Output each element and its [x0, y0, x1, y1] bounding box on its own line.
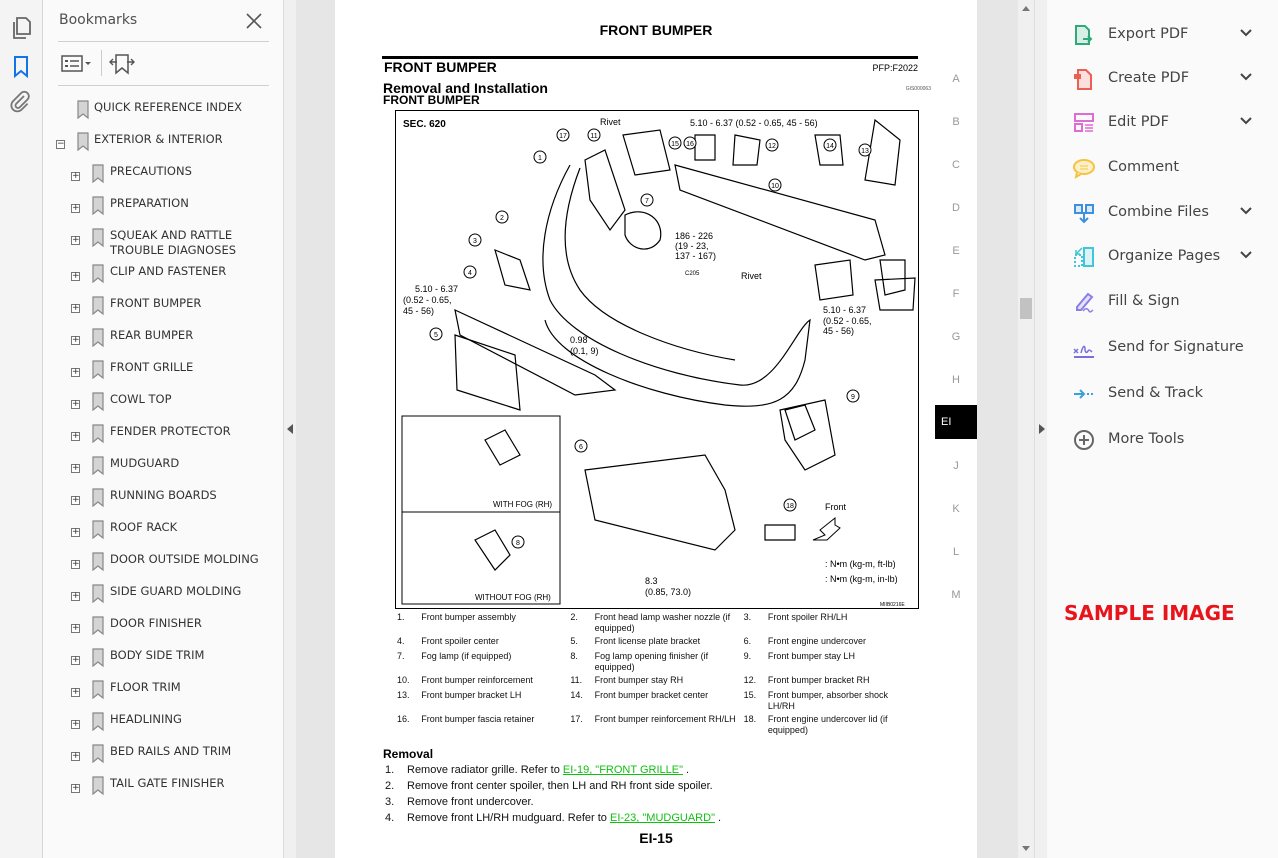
bookmark-item[interactable] — [43, 680, 283, 710]
bookmark-label: SIDE GUARD MOLDING — [110, 584, 242, 598]
unit-legend: : N•m (kg-m, ft-lb) — [825, 559, 896, 569]
export-pdf-icon — [1073, 24, 1097, 48]
page-index-letter[interactable]: B — [952, 116, 960, 128]
legend-part-name: Front bumper reinforcement — [421, 675, 533, 685]
bookmark-icon — [91, 615, 105, 637]
bookmark-item[interactable] — [43, 616, 283, 646]
step-text: Remove front LH/RH mudguard. Refer to — [407, 812, 610, 824]
create-pdf-icon — [1073, 68, 1097, 92]
callout-number: 14 — [826, 143, 834, 150]
expand-toggle[interactable]: + — [72, 559, 80, 569]
bookmark-icon — [91, 519, 105, 541]
legend-part-number: 6. — [743, 636, 752, 646]
callout-number: 6 — [579, 444, 583, 451]
legend-part-number: 17. — [570, 714, 583, 724]
bookmark-item[interactable] — [43, 456, 283, 486]
bookmark-label: COWL TOP — [110, 392, 172, 406]
legend-part-number: 15. — [743, 690, 757, 700]
tool-more-tools[interactable] — [1047, 421, 1278, 461]
torque-label: (0.85, 73.0) — [645, 587, 692, 597]
legend-part-number: 12. — [743, 675, 757, 685]
legend-part-number: 9. — [743, 651, 752, 661]
removal-step — [385, 762, 925, 778]
legend-part-name: Front license plate bracket — [594, 636, 701, 646]
bookmark-icon — [91, 227, 105, 249]
legend-part-number: 10. — [397, 675, 410, 685]
page-index-letter[interactable]: J — [953, 460, 959, 472]
callout-number: 17 — [559, 133, 567, 140]
bookmark-icon[interactable] — [12, 55, 30, 79]
legend-part-number: 3. — [743, 612, 752, 622]
bookmarks-panel — [43, 0, 283, 858]
page-index-letter[interactable]: H — [952, 374, 960, 386]
legend-part-number: 18. — [743, 714, 757, 724]
callout-number: 9 — [851, 394, 855, 401]
expand-toggle[interactable]: + — [72, 367, 80, 377]
bookmark-label: PRECAUTIONS — [110, 164, 192, 178]
section-title: FRONT BUMPER — [384, 59, 497, 75]
legend-part-number: 1. — [397, 612, 405, 622]
comment-icon — [1073, 157, 1097, 181]
bookmark-label: QUICK REFERENCE INDEX — [94, 100, 243, 114]
page-index-letter[interactable]: C — [952, 159, 960, 171]
legend-part-number: 16. — [397, 714, 410, 724]
tool-organize-pages[interactable] — [1047, 238, 1278, 278]
expand-toggle[interactable]: + — [72, 655, 80, 665]
expand-toggle[interactable]: + — [72, 719, 80, 729]
bookmark-item[interactable] — [43, 488, 283, 518]
legend-row — [397, 651, 917, 675]
fill-sign-icon — [1073, 291, 1097, 315]
callout-number: 4 — [468, 270, 472, 277]
chevron-down-icon[interactable] — [1239, 116, 1253, 126]
torque-label: 45 - 56) — [403, 306, 435, 316]
bookmark-label: BED RAILS AND TRIM — [110, 744, 232, 758]
callout-number: 16 — [686, 141, 694, 148]
callout-number: 2 — [500, 215, 504, 222]
bookmark-icon — [91, 679, 105, 701]
legend-part-name: Front bumper bracket RH — [767, 675, 870, 685]
torque-label: 45 - 56) — [823, 326, 855, 336]
rivet-label: Rivet — [741, 271, 762, 281]
tools-panel — [1047, 0, 1278, 858]
step-number: 1. — [385, 764, 395, 776]
callout-number: 5 — [434, 332, 438, 339]
torque-label: 5.10 - 6.37 — [823, 305, 867, 315]
legend-part-name: Front bumper bracket LH — [421, 690, 522, 700]
scroll-down-icon[interactable] — [1022, 846, 1030, 852]
chevron-down-icon[interactable] — [1239, 206, 1253, 216]
bookmark-item[interactable] — [43, 132, 283, 162]
legend-row — [397, 612, 917, 636]
edit-pdf-icon — [1073, 112, 1097, 136]
bookmark-icon — [91, 163, 105, 185]
page-index-letter[interactable]: L — [952, 546, 960, 558]
vertical-scrollbar[interactable] — [1018, 0, 1034, 858]
legend-part-name: Fog lamp opening finisher (if equipped) — [594, 651, 709, 672]
scroll-up-icon[interactable] — [1022, 5, 1030, 11]
legend-part-number: 7. — [397, 651, 405, 661]
legend-part-number: 11. — [570, 675, 583, 685]
bookmark-label: TAIL GATE FINISHER — [110, 776, 225, 790]
document-viewer — [296, 0, 1018, 858]
bookmark-item[interactable] — [43, 712, 283, 742]
tool-send-for-signature[interactable] — [1047, 329, 1278, 369]
bookmark-label: DOOR OUTSIDE MOLDING — [110, 552, 259, 566]
bookmark-icon — [91, 195, 105, 217]
section-code: GIS000063 — [905, 86, 931, 92]
expand-toggle[interactable]: + — [72, 591, 80, 601]
page-index-letter[interactable]: EI — [935, 405, 977, 439]
callout-number: 18 — [786, 503, 794, 510]
send-signature-icon — [1073, 337, 1097, 361]
tool-label: Edit PDF — [1108, 114, 1169, 130]
legend-part-number: 5. — [570, 636, 578, 646]
bookmark-label: REAR BUMPER — [110, 328, 194, 342]
page-index-letter[interactable]: M — [951, 589, 961, 601]
expand-toggle[interactable]: + — [72, 171, 80, 181]
tool-label: Combine Files — [1108, 204, 1209, 220]
legend-row — [397, 675, 917, 690]
bookmark-icon — [91, 551, 105, 573]
expand-toggle[interactable]: + — [72, 527, 80, 537]
navigation-icon-strip — [0, 0, 43, 858]
torque-label: 5.10 - 6.37 — [415, 284, 459, 294]
rivet-label: Rivet — [600, 117, 621, 127]
legend-part-number: 14. — [570, 690, 583, 700]
bookmark-item[interactable] — [43, 100, 283, 130]
removal-steps — [385, 762, 925, 826]
legend-part-name: Front spoiler RH/LH — [767, 612, 848, 622]
page-index-letter[interactable]: D — [952, 202, 960, 214]
legend-part-name: Front spoiler center — [421, 636, 499, 646]
page-index-letter[interactable]: K — [952, 503, 960, 515]
bookmark-label: EXTERIOR & INTERIOR — [94, 132, 223, 146]
tool-label: Organize Pages — [1108, 248, 1221, 264]
bookmark-icon — [91, 391, 105, 413]
callout-number: 15 — [671, 141, 679, 148]
parts-legend — [397, 612, 917, 740]
legend-part-name: Fog lamp (if equipped) — [421, 651, 512, 661]
torque-label: 8.3 — [645, 576, 658, 586]
without-fog-label: WITHOUT FOG (RH) — [475, 593, 551, 602]
callout-number: 10 — [771, 183, 779, 190]
close-icon[interactable] — [245, 12, 263, 30]
bookmark-icon — [91, 583, 105, 605]
tool-label: Send & Track — [1108, 385, 1203, 401]
bookmark-label: CLIP AND FASTENER — [110, 264, 227, 278]
torque-label: 137 - 167) — [675, 251, 717, 261]
legend-part-name: Front bumper fascia retainer — [421, 714, 535, 724]
removal-step — [385, 794, 925, 810]
torque-label: (0.1, 9) — [570, 346, 599, 356]
bookmark-label: FENDER PROTECTOR — [110, 424, 231, 438]
legend-part-number: 2. — [570, 612, 578, 622]
bookmark-label: RUNNING BOARDS — [110, 488, 217, 502]
left-panel-collapse[interactable] — [283, 0, 296, 858]
callout-number: 3 — [473, 238, 477, 245]
page-letter-index — [935, 0, 977, 858]
bookmark-label: HEADLINING — [110, 712, 182, 726]
with-fog-label: WITH FOG (RH) — [493, 500, 553, 509]
callout-number: 13 — [861, 148, 869, 155]
removal-title: Removal — [383, 747, 434, 761]
page-index-letter[interactable]: E — [952, 245, 960, 257]
torque-label: (0.52 - 0.65, — [403, 295, 452, 305]
bookmark-item[interactable] — [43, 648, 283, 678]
legend-part-name: Front bumper reinforcement RH/LH — [594, 714, 736, 724]
unit-legend: : N•m (kg-m, in-lb) — [825, 574, 898, 584]
bookmark-options-icon[interactable] — [60, 54, 92, 74]
page-number: EI-15 — [639, 830, 673, 846]
callout-number: 8 — [516, 540, 520, 547]
legend-part-number: 4. — [397, 636, 405, 646]
tool-label: Fill & Sign — [1108, 293, 1180, 309]
legend-part-name: Front bumper stay LH — [767, 651, 855, 661]
legend-part-number: 13. — [397, 690, 410, 700]
bookmark-item[interactable] — [43, 520, 283, 550]
page-thumbnails-icon[interactable] — [11, 16, 33, 40]
bookmark-icon — [91, 647, 105, 669]
page-index-letter[interactable]: F — [952, 288, 960, 300]
bookmark-icon — [91, 295, 105, 317]
attachment-icon[interactable] — [9, 90, 31, 114]
bookmark-icon — [91, 423, 105, 445]
bookmark-item[interactable] — [43, 584, 283, 614]
legend-part-name: Front engine undercover — [767, 636, 866, 646]
bookmark-icon — [91, 743, 105, 765]
torque-label: 5.10 - 6.37 (0.52 - 0.65, 45 - 56) — [690, 118, 818, 128]
tool-fill-sign[interactable] — [1047, 283, 1278, 323]
pdf-page — [335, 0, 977, 858]
expand-toggle[interactable]: + — [72, 687, 80, 697]
expand-toggle[interactable]: + — [72, 235, 80, 245]
legend-part-name: Front bumper, absorber shock LH/RH — [767, 690, 888, 711]
bookmark-item[interactable] — [43, 552, 283, 582]
bookmark-item[interactable] — [43, 424, 283, 454]
bookmark-item[interactable] — [43, 776, 283, 806]
scrollbar-thumb[interactable] — [1020, 298, 1032, 319]
step-text: Remove front center spoiler, then LH and RH front side spoiler. — [407, 780, 713, 792]
bookmark-item[interactable] — [43, 360, 283, 390]
expand-toggle[interactable]: + — [72, 495, 80, 505]
bookmark-item[interactable] — [43, 296, 283, 326]
tool-export-pdf[interactable] — [1047, 16, 1278, 56]
front-direction-label: Front — [825, 502, 847, 512]
step-text: Remove radiator grille. Refer to — [407, 764, 563, 776]
bookmark-icon — [91, 711, 105, 733]
subheading: FRONT BUMPER — [383, 93, 480, 107]
running-head: FRONT BUMPER — [599, 22, 713, 38]
bookmark-label: DOOR FINISHER — [110, 616, 202, 630]
bookmark-item[interactable] — [43, 328, 283, 358]
legend-row — [397, 690, 917, 714]
expand-toggle[interactable]: + — [72, 463, 80, 473]
bookmark-item[interactable] — [43, 164, 283, 194]
bookmark-icon — [91, 775, 105, 797]
torque-label: (19 - 23, — [675, 241, 709, 251]
bookmark-label: PREPARATION — [110, 196, 189, 210]
legend-part-name: Front bumper stay RH — [594, 675, 684, 685]
bookmarks-title: Bookmarks — [59, 12, 138, 28]
bookmark-label: ROOF RACK — [110, 520, 178, 534]
chevron-down-icon[interactable] — [1239, 250, 1253, 260]
bookmark-icon — [91, 359, 105, 381]
bookmark-item[interactable] — [43, 196, 283, 226]
expand-toggle[interactable]: + — [72, 335, 80, 345]
callout-number: 11 — [590, 133, 598, 140]
bookmark-label: MUDGUARD — [110, 456, 180, 470]
expand-toggle[interactable]: + — [72, 303, 80, 313]
organize-pages-icon — [1073, 246, 1097, 270]
step-text: . — [714, 812, 722, 824]
send-track-icon — [1073, 383, 1097, 407]
legend-part-name: Front head lamp washer nozzle (if equipped) — [594, 612, 731, 633]
page-index-letter[interactable]: G — [951, 331, 961, 343]
expand-toggle[interactable]: − — [57, 139, 65, 149]
expand-bookmark-icon[interactable] — [109, 51, 135, 77]
bookmark-label: FRONT BUMPER — [110, 296, 202, 310]
right-panel-collapse[interactable] — [1034, 0, 1047, 858]
callout-number: 7 — [645, 198, 649, 205]
cross-reference-link[interactable]: EI-23, "MUDGUARD" — [609, 812, 715, 824]
expand-toggle[interactable]: + — [72, 751, 80, 761]
figure-code: MIIB0216E — [880, 602, 905, 608]
expand-toggle[interactable]: + — [72, 203, 80, 213]
bookmark-icon — [91, 263, 105, 285]
tool-label: Create PDF — [1108, 70, 1190, 86]
step-number: 3. — [385, 796, 395, 808]
bookmark-icon — [91, 455, 105, 477]
step-text: . — [683, 764, 690, 776]
expand-toggle[interactable]: + — [72, 399, 80, 409]
removal-step — [385, 778, 925, 794]
tool-label: Comment — [1108, 159, 1180, 175]
step-number: 2. — [385, 780, 395, 792]
tool-create-pdf[interactable] — [1047, 60, 1278, 100]
bookmark-icon — [76, 99, 90, 121]
legend-part-number: 8. — [570, 651, 578, 661]
diagram-section: SEC. 620 — [403, 119, 446, 130]
bookmark-icon — [76, 131, 90, 153]
step-text: Remove front undercover. — [407, 796, 534, 808]
torque-label: 0.98 — [570, 335, 588, 345]
cross-reference-link[interactable]: EI-19, "FRONT GRILLE" — [562, 764, 683, 776]
bookmark-icon — [91, 487, 105, 509]
chevron-down-icon[interactable] — [1239, 72, 1253, 82]
callout-number: 12 — [768, 143, 776, 150]
front-bumper-diagram — [395, 110, 920, 610]
bookmark-label: FLOOR TRIM — [110, 680, 181, 694]
page-index-letter[interactable]: A — [952, 73, 960, 85]
legend-part-name: Front bumper assembly — [421, 612, 516, 622]
expand-toggle[interactable]: + — [72, 783, 80, 793]
bookmark-label: FRONT GRILLE — [110, 360, 194, 374]
legend-row — [397, 714, 917, 740]
tool-edit-pdf[interactable] — [1047, 104, 1278, 144]
tool-comment[interactable] — [1047, 149, 1278, 189]
expand-toggle[interactable]: + — [72, 431, 80, 441]
clip-label: C205 — [685, 271, 700, 277]
bookmark-label: BODY SIDE TRIM — [110, 648, 205, 662]
collapse-left-icon[interactable] — [286, 423, 294, 435]
tool-label: More Tools — [1108, 431, 1185, 447]
bookmark-item[interactable] — [43, 264, 283, 294]
tool-label: Export PDF — [1108, 26, 1189, 42]
chevron-down-icon[interactable] — [1239, 28, 1253, 38]
expand-toggle[interactable]: + — [72, 623, 80, 633]
collapse-right-icon[interactable] — [1038, 423, 1046, 435]
combine-files-icon — [1073, 202, 1097, 226]
watermark-text: SAMPLE IMAGE — [1064, 601, 1235, 625]
bookmark-icon — [91, 327, 105, 349]
tool-label: Send for Signature — [1108, 339, 1244, 355]
more-tools-icon — [1073, 429, 1097, 453]
step-number: 4. — [385, 812, 395, 824]
torque-label: (0.52 - 0.65, — [823, 316, 872, 326]
section-heading: Removal and Installation — [383, 80, 548, 96]
bookmark-item[interactable] — [43, 744, 283, 774]
pfp-code: PFP:F2022 — [872, 63, 918, 73]
removal-step — [385, 810, 925, 826]
legend-row — [397, 636, 917, 651]
legend-part-name: Front engine undercover lid (if equipped) — [767, 714, 888, 735]
bookmark-item[interactable] — [43, 392, 283, 422]
tool-combine-files[interactable] — [1047, 194, 1278, 234]
tool-send-track[interactable] — [1047, 375, 1278, 415]
bookmark-item[interactable] — [43, 228, 283, 258]
bookmark-label: SQUEAK AND RATTLE TROUBLE DIAGNOSES — [110, 228, 237, 257]
torque-label: 186 - 226 — [675, 231, 714, 241]
callout-number: 1 — [538, 155, 542, 162]
legend-part-name: Front bumper bracket center — [594, 690, 709, 700]
expand-toggle[interactable]: + — [72, 271, 80, 281]
